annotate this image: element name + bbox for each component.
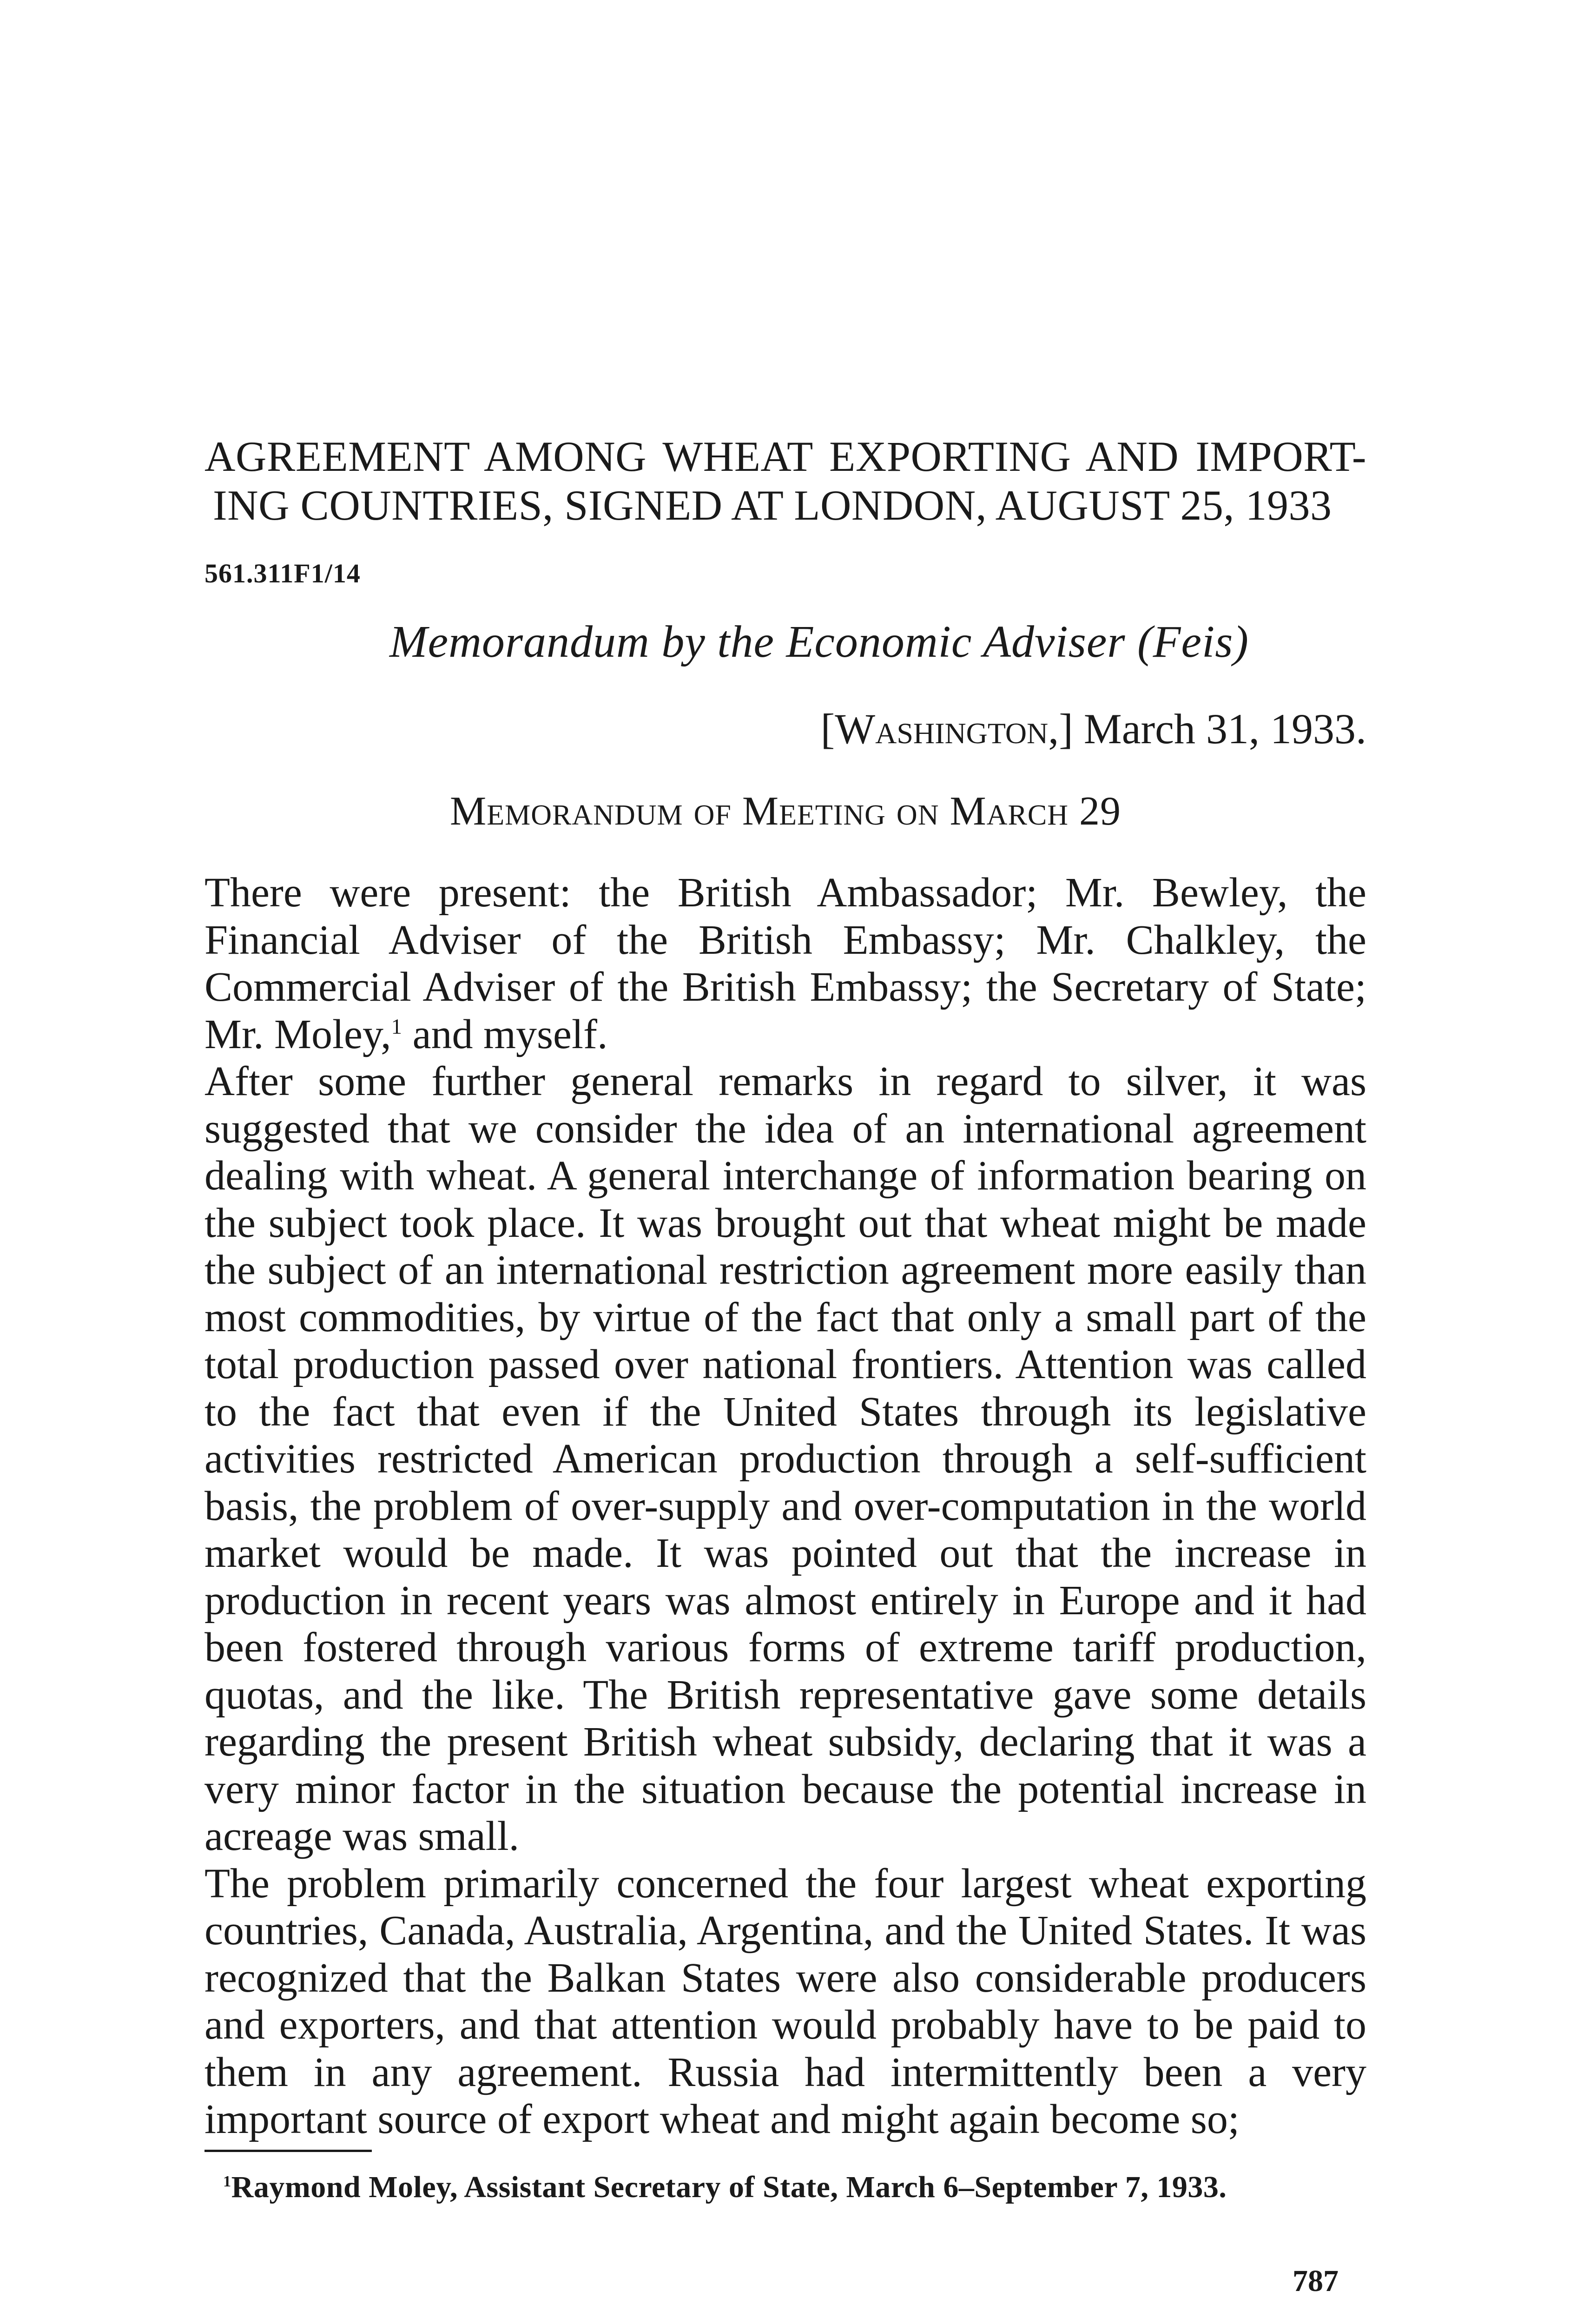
footnote-divider xyxy=(204,2150,372,2152)
file-number: 561.311F1/14 xyxy=(204,558,361,588)
meeting-heading: Memorandum of Meeting on March 29 xyxy=(450,789,1121,834)
footnote-text: Raymond Moley, Assistant Secretary of State, March 6–September 7, 1933. xyxy=(231,2170,1227,2204)
paragraph-exporters: The problem primarily concerned the four largest wheat exporting countries, Canada, Australia, Argentina, and the United States. It was recognized that the Balkan States were also considerable producers and exporters, and that attention would probably have to be paid to them in any agreement. Russia had intermittently been a very important source of export wheat and might again become so; xyxy=(204,1860,1366,2142)
title-line-2: ING COUNTRIES, SIGNED AT LONDON, AUGUST 25, 1933 xyxy=(213,482,1332,529)
title-line-1: AGREEMENT AMONG WHEAT EXPORTING AND IMPORT- xyxy=(204,433,1366,480)
paragraph-attendees-text: There were present: the British Ambassador; Mr. Bewley, the Financial Adviser of the British Embassy; Mr. Chalkley, the Commercial Adviser of the British Embassy; the Secretary of State; Mr. Moley, xyxy=(204,870,1366,1057)
dateline xyxy=(821,704,1366,753)
page-number: 787 xyxy=(1293,2264,1339,2298)
document-title xyxy=(204,432,1366,530)
footnote-reference: 1 xyxy=(391,1014,402,1039)
footnote xyxy=(223,2170,1227,2205)
dateline-place: [Washington,] xyxy=(820,705,1073,753)
paragraph-attendees xyxy=(204,869,1366,1058)
dateline-date: March 31, 1933. xyxy=(1083,705,1366,753)
memo-title: Memorandum by the Economic Adviser (Feis) xyxy=(389,617,1249,667)
paragraph-attendees-end: and myself. xyxy=(402,1011,608,1057)
body-text xyxy=(204,869,1366,2143)
document-page xyxy=(204,0,1366,2324)
paragraph-discussion: After some further general remarks in regard to silver, it was suggested that we consider the idea of an international agreement dealing with wheat. A general interchange of information bearing on the subject took place. It was brought out that wheat might be made the subject of an international restriction agreement more easily than most commodities, by virtue of the fact that only a small part of the total production passed over national frontiers. Attention was called to the fact that even if the United States through its legislative activities restricted American production through a self-sufficient basis, the problem of over-supply and over-computation in the world market would be made. It was pointed out that the increase in production in recent years was almost entirely in Europe and it had been fostered through various forms of extreme tariff production, quotas, and the like. The British representative gave some details regarding the present British wheat subsidy, declaring that it was a very minor factor in the situation because the potential increase in acreage was small. xyxy=(204,1058,1366,1859)
footnote-marker: 1 xyxy=(223,2172,231,2190)
